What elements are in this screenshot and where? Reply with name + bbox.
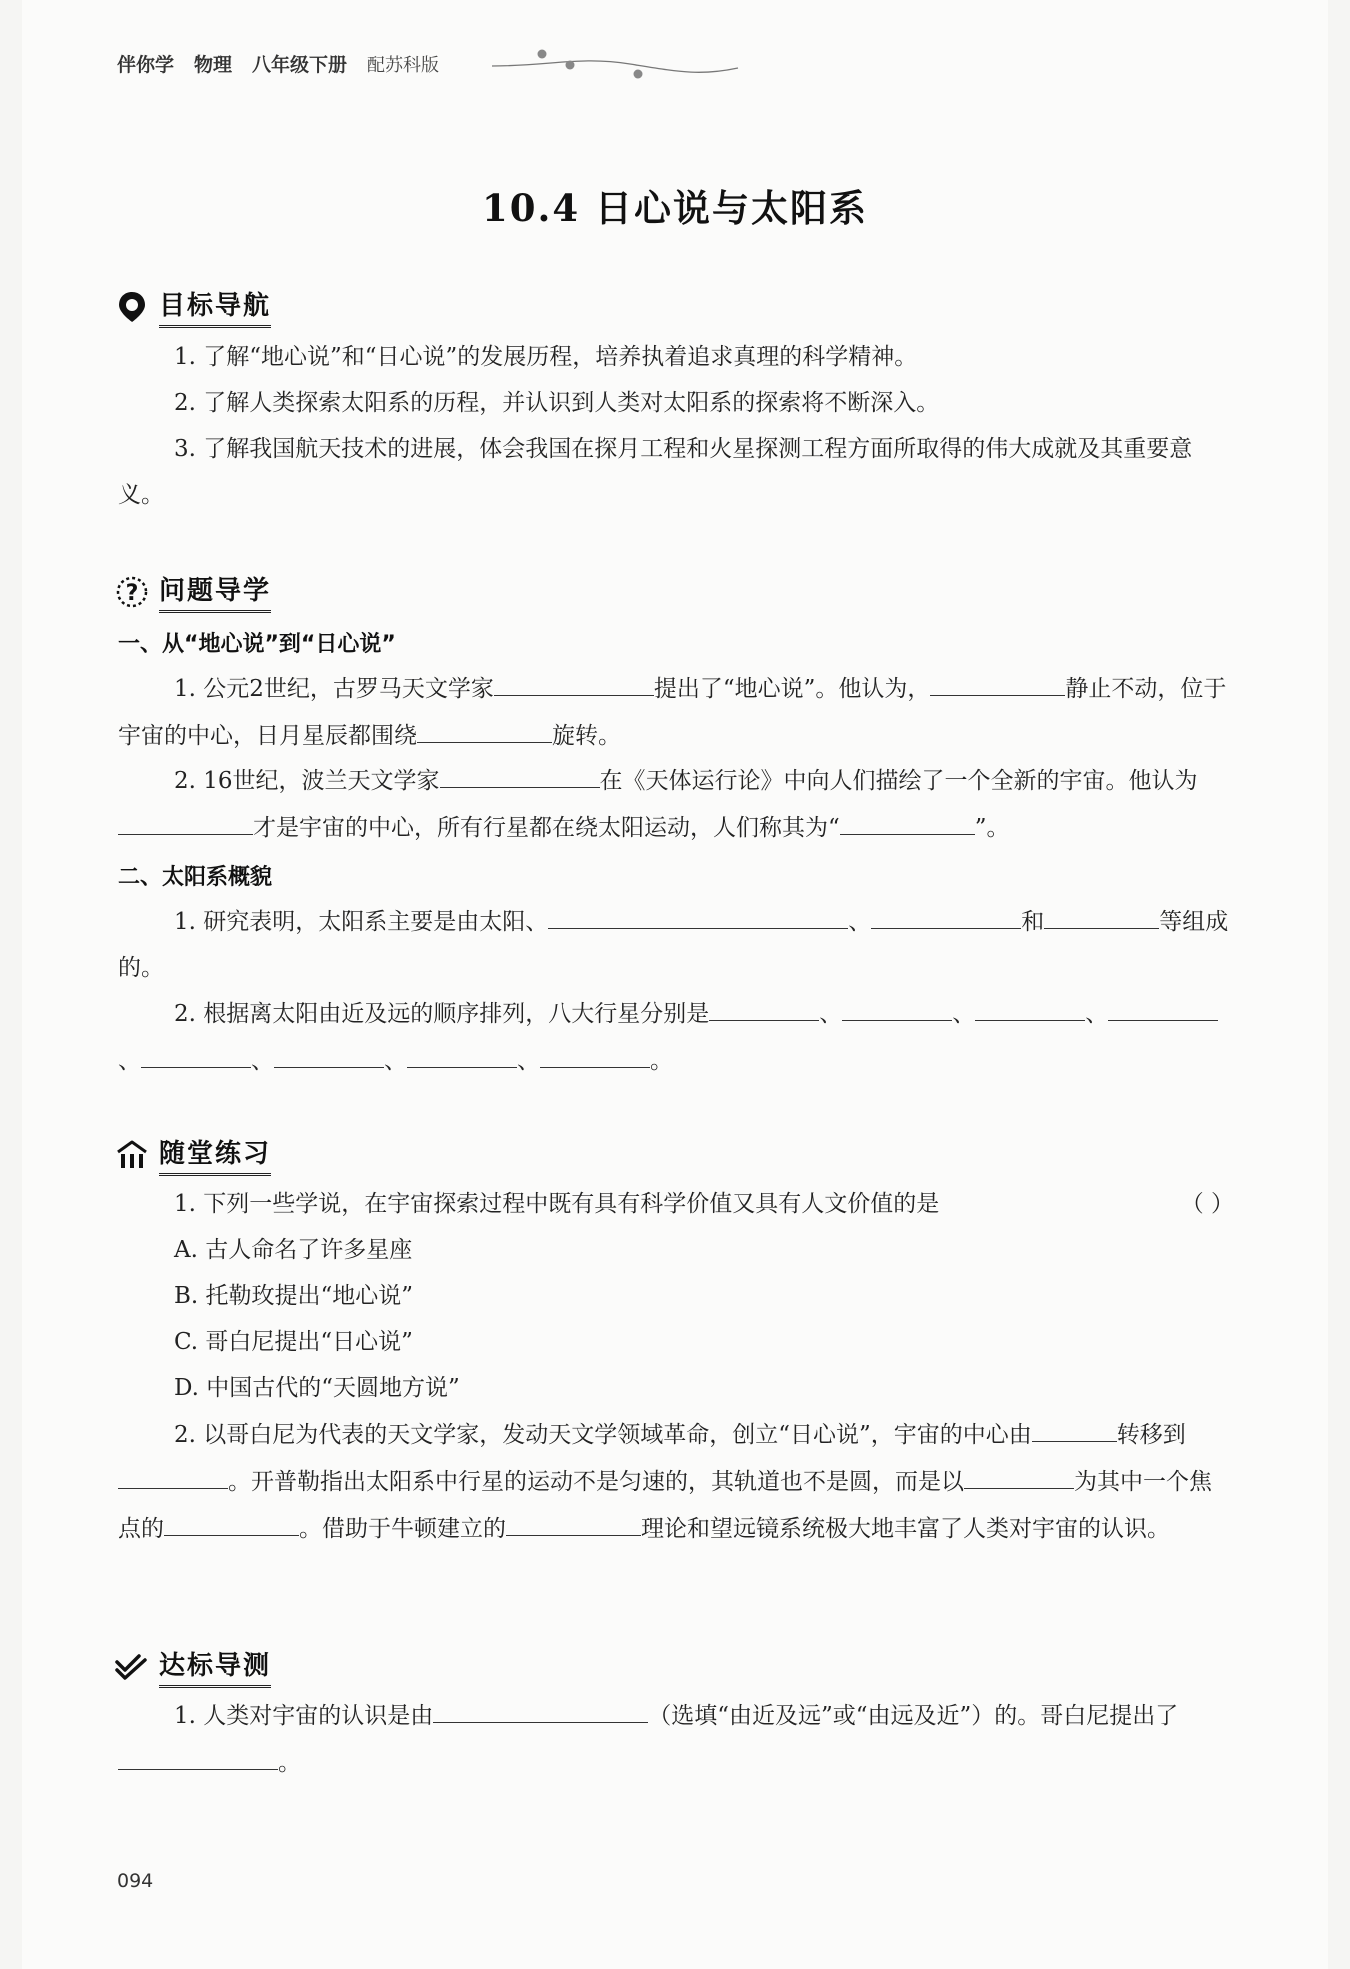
q-text: 提出了“地心说”。他认为，	[653, 676, 931, 702]
separator: 、	[384, 1048, 407, 1074]
answer-blank[interactable]	[164, 1505, 299, 1536]
answer-blank[interactable]	[930, 665, 1065, 696]
q-text: 静止不动，位于宇宙的中心，日月星辰都围绕	[118, 676, 1227, 749]
goals-list	[118, 334, 1234, 518]
guided-part1-q1	[118, 665, 1234, 759]
page-number: 094	[117, 1870, 154, 1892]
answer-blank[interactable]	[433, 1692, 648, 1723]
practice-q1	[118, 1181, 1234, 1411]
classroom-icon	[115, 1138, 149, 1172]
answer-blank[interactable]	[1108, 990, 1218, 1021]
q-text: 为其中一个焦点的	[118, 1469, 1212, 1542]
answer-blank[interactable]	[417, 712, 552, 743]
q-text: 和	[1021, 909, 1045, 935]
q-text: （选填“由近及远”或“由远及近”）的。哥白尼提出了	[648, 1703, 1179, 1729]
answer-blank[interactable]	[871, 898, 1021, 929]
answer-blank[interactable]	[1044, 898, 1159, 929]
answer-blank[interactable]	[407, 1037, 517, 1068]
question-mark-icon	[115, 575, 149, 609]
goal-item-3: 3. 了解我国航天技术的进展，体会我国在探月工程和火星探测工程方面所取得的伟大成就及其重要意义。	[118, 436, 1193, 508]
option-c: C. 哥白尼提出“日心说”	[174, 1329, 413, 1355]
answer-blank[interactable]	[709, 990, 819, 1021]
guided-part1-heading: 一、从“地心说”到“日心说”	[118, 632, 396, 657]
answer-blank[interactable]	[494, 665, 654, 696]
header-brand: 伴你学	[117, 54, 175, 76]
section-practice-header	[115, 1133, 271, 1176]
answer-blank[interactable]	[548, 898, 848, 929]
answer-blank[interactable]	[118, 1739, 278, 1770]
section-test-header	[115, 1645, 271, 1688]
separator: 、	[819, 1001, 843, 1027]
section-guided-title: 问题导学	[159, 570, 271, 613]
q-text: 。借助于牛顿建立的	[299, 1516, 506, 1542]
double-check-icon	[115, 1650, 149, 1684]
q-text: 2. 16世纪，波兰天文学家	[174, 768, 440, 794]
answer-blank[interactable]	[842, 990, 952, 1021]
section-guided-header	[115, 570, 271, 613]
q-text: 在《天体运行论》中向人们描绘了一个全新的宇宙。他认为	[599, 768, 1198, 794]
header-decoration-icon	[490, 46, 740, 86]
answer-blank[interactable]	[964, 1458, 1074, 1489]
svg-text:?: ?	[125, 580, 139, 606]
q-text: 旋转。	[552, 723, 621, 749]
guided-part2-q1	[118, 898, 1234, 991]
q-text: 。开普勒指出太阳系中行星的运动不是匀速的，其轨道也不是圆，而是以	[228, 1469, 964, 1495]
guided-part2-q2	[118, 990, 1234, 1084]
header-edition: 配苏科版	[367, 54, 440, 76]
answer-blank[interactable]	[141, 1037, 251, 1068]
q-text: 。	[278, 1750, 301, 1776]
answer-blank[interactable]	[274, 1037, 384, 1068]
q-text: 理论和望远镜系统极大地丰富了人类对宇宙的认识。	[641, 1516, 1170, 1542]
separator: 、	[251, 1048, 274, 1074]
section-test-title: 达标导测	[159, 1645, 271, 1688]
option-d: D. 中国古代的“天圆地方说”	[174, 1375, 460, 1401]
sentence-end: 。	[650, 1048, 673, 1074]
answer-blank[interactable]	[975, 990, 1085, 1021]
answer-blank[interactable]	[440, 757, 600, 788]
practice-q2	[118, 1411, 1234, 1552]
q-text: 才是宇宙的中心，所有行星都在绕太阳运动，人们称其为“	[253, 815, 840, 841]
q-stem: 1. 下列一些学说，在宇宙探索过程中既有具有科学价值又具有人文价值的是	[174, 1191, 940, 1217]
q-text: 1. 人类对宇宙的认识是由	[174, 1703, 434, 1729]
answer-paren[interactable]: （ ）	[1180, 1191, 1234, 1217]
guided-part2-heading: 二、太阳系概貌	[118, 865, 273, 890]
option-b: B. 托勒玫提出“地心说”	[174, 1283, 414, 1309]
separator: 、	[517, 1048, 540, 1074]
section-goals-header	[115, 285, 271, 328]
section-practice-title: 随堂练习	[159, 1133, 271, 1176]
location-pin-icon	[115, 290, 149, 324]
q-text: 转移到	[1116, 1422, 1186, 1448]
q-text: 1. 公元2世纪，古罗马天文学家	[174, 676, 494, 702]
header-grade: 八年级下册	[252, 54, 348, 76]
q-text: 等组成的。	[118, 909, 1229, 981]
answer-blank[interactable]	[840, 804, 975, 835]
answer-blank[interactable]	[540, 1037, 650, 1068]
q-text: ”。	[974, 815, 1010, 841]
answer-blank[interactable]	[506, 1505, 641, 1536]
answer-blank[interactable]	[118, 804, 253, 835]
goal-item-1: 1. 了解“地心说”和“日心说”的发展历程，培养执着追求真理的科学精神。	[174, 344, 918, 370]
option-a: A. 古人命名了许多星座	[174, 1237, 413, 1263]
section-goals-title: 目标导航	[159, 285, 271, 328]
lesson-title: 10.4 日心说与太阳系	[482, 186, 868, 230]
answer-blank[interactable]	[1032, 1411, 1117, 1442]
separator: 、	[118, 1048, 141, 1074]
q-text: 、	[848, 909, 872, 935]
q-text: 2. 根据离太阳由近及远的顺序排列，八大行星分别是	[174, 1001, 710, 1027]
answer-blank[interactable]	[118, 1458, 228, 1489]
guided-part1-q2	[118, 757, 1234, 851]
q-text: 2. 以哥白尼为代表的天文学家，发动天文学领域革命，创立“日心说”，宇宙的中心由	[174, 1422, 1032, 1448]
running-header	[117, 50, 439, 77]
q-text: 1. 研究表明，太阳系主要是由太阳、	[174, 909, 549, 935]
test-q1	[118, 1692, 1234, 1786]
goal-item-2: 2. 了解人类探索太阳系的历程，并认识到人类对太阳系的探索将不断深入。	[174, 390, 940, 416]
separator: 、	[952, 1001, 976, 1027]
header-subject: 物理	[194, 54, 233, 76]
separator: 、	[1085, 1001, 1109, 1027]
